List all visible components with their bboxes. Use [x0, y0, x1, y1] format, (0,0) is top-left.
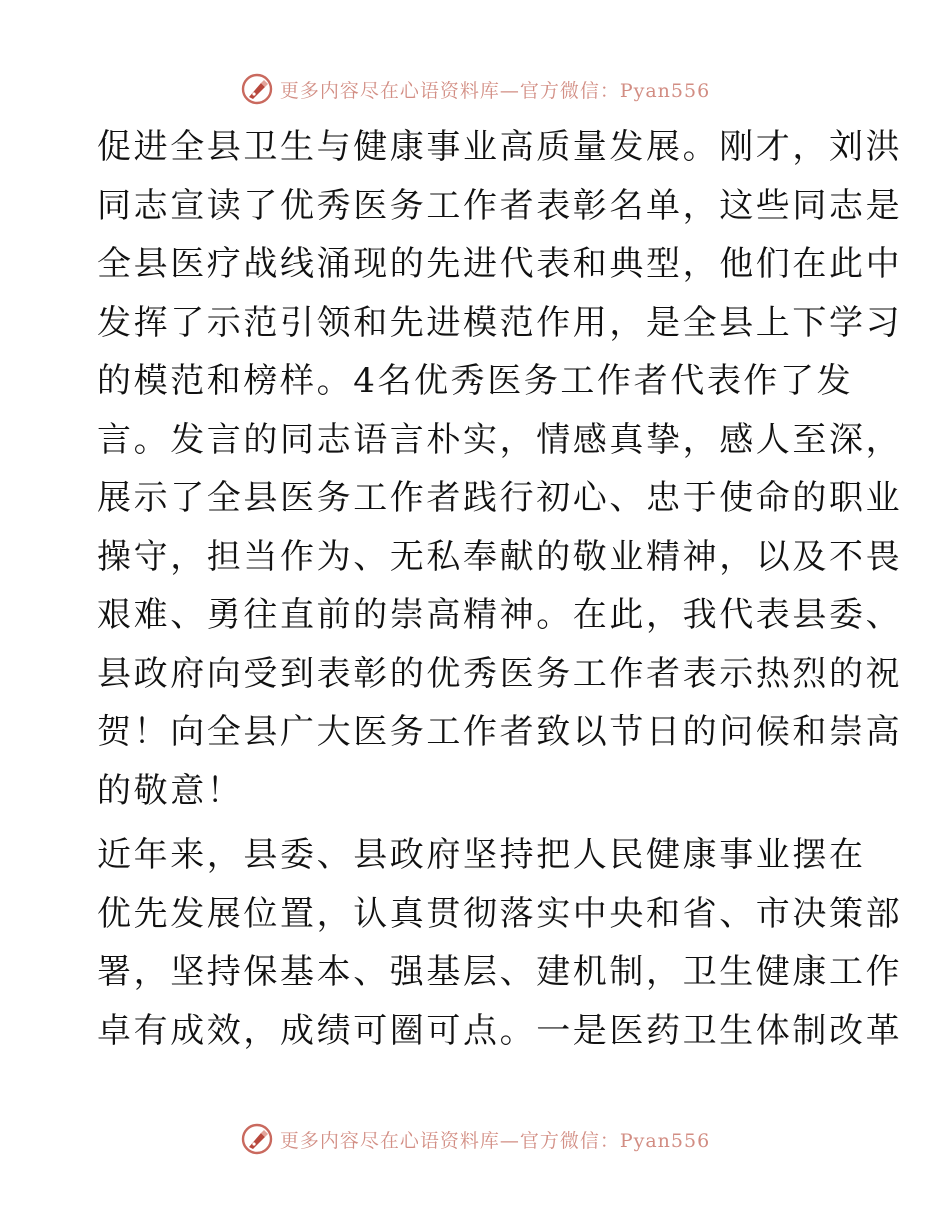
text-line: 全县医疗战线涌现的先进代表和典型，他们在此中 [97, 244, 903, 284]
text-line: 言。发言的同志语言朴实，情感真挚，感人至深， [97, 419, 903, 460]
footer-watermark [0, 1122, 950, 1156]
text-line: 的模范和榜样。4名优秀医务工作者代表作了发 [97, 361, 854, 401]
pen-nib-icon [240, 1122, 274, 1156]
text-line: 署，坚持保基本、强基层、建机制，卫生健康工作 [97, 952, 903, 992]
text-line: 近年来，县委、县政府坚持把人民健康事业摆在 [97, 835, 866, 875]
header-watermark [0, 72, 950, 106]
text-line: 促进全县卫生与健康事业高质量发展。刚才，刘洪 [97, 127, 903, 167]
text-line: 艰难、勇往直前的崇高精神。在此，我代表县委、 [97, 595, 903, 635]
paragraph-2 [97, 826, 903, 1060]
paragraph-1 [97, 118, 903, 820]
text-line: 卓有成效，成绩可圈可点。一是医药卫生体制改革 [97, 1010, 903, 1051]
text-line: 展示了全县医务工作者践行初心、忠于使命的职业 [97, 478, 903, 518]
pen-nib-icon [240, 72, 274, 106]
text-line: 发挥了示范引领和先进模范作用，是全县上下学习 [97, 302, 903, 343]
text-line: 县政府向受到表彰的优秀医务工作者表示热烈的祝 [97, 653, 903, 694]
text-line: 操守，担当作为、无私奉献的敬业精神，以及不畏 [97, 536, 903, 577]
watermark-text: 更多内容尽在心语资料库—官方微信：Pyan556 [279, 79, 711, 102]
document-body [97, 118, 903, 1060]
watermark-text: 更多内容尽在心语资料库—官方微信：Pyan556 [279, 1129, 711, 1152]
text-line: 贺！向全县广大医务工作者致以节日的问候和崇高 [97, 712, 903, 752]
text-line: 优先发展位置，认真贯彻落实中央和省、市决策部 [97, 893, 903, 934]
text-line: 同志宣读了优秀医务工作者表彰名单，这些同志是 [97, 185, 903, 226]
text-line: 的敬意！ [97, 770, 244, 811]
